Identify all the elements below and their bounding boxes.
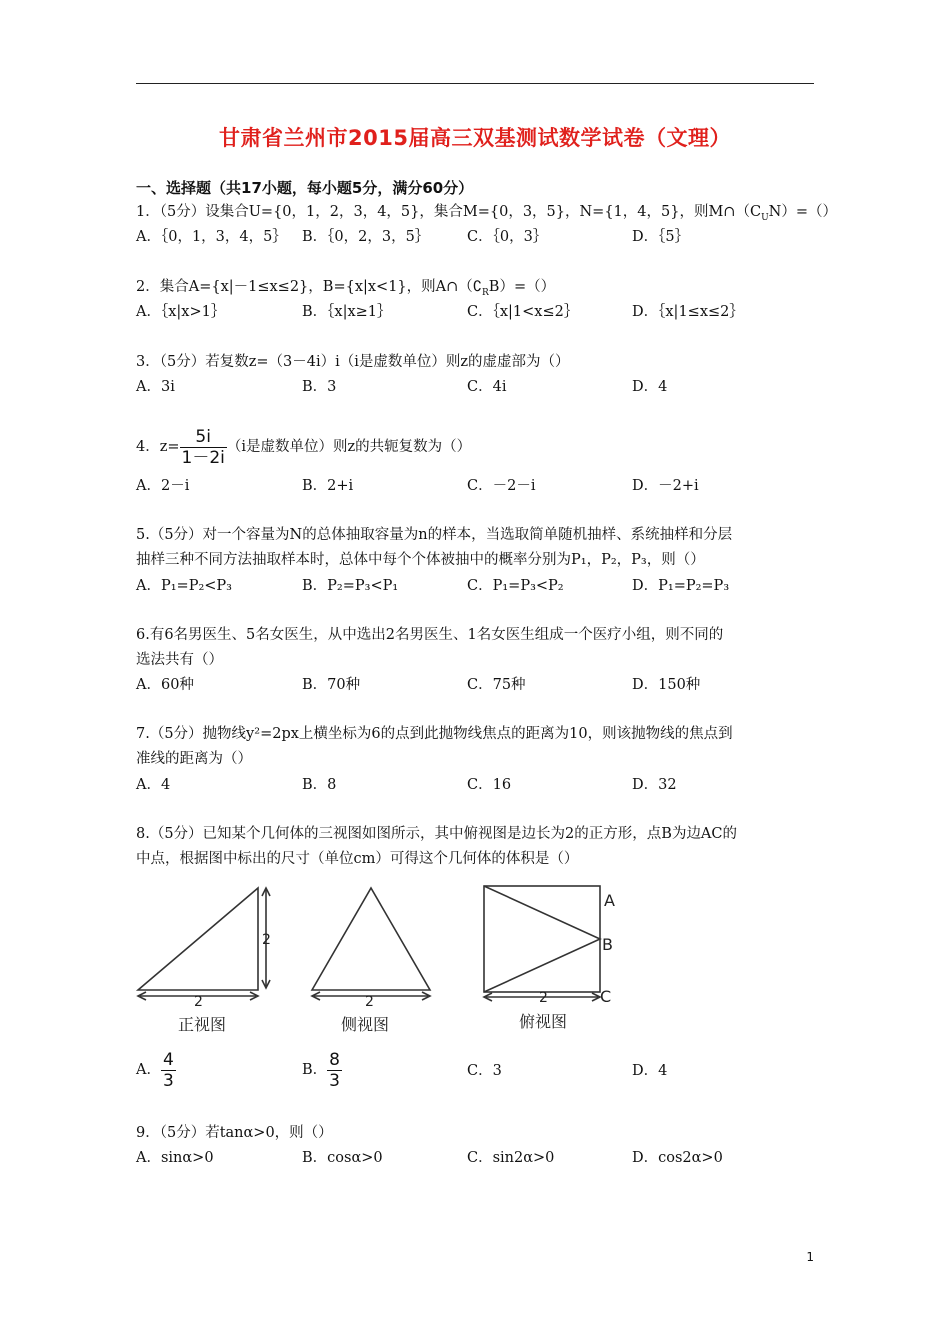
side-view — [312, 888, 430, 1000]
q9-option-c: C．sin2α>0 — [467, 1150, 555, 1166]
q1-option-a: A．｛0，1，3，4，5｝ — [136, 229, 287, 245]
three-view-figure — [136, 878, 626, 1043]
q6-option-a: A．60种 — [136, 677, 194, 693]
q2-option-c: C．｛x|1<x≤2｝ — [467, 304, 579, 320]
top-label-a: A — [604, 891, 615, 910]
front-height-label: 2 — [262, 932, 271, 948]
q6-option-d: D．150种 — [632, 677, 701, 693]
top-label-c: C — [600, 987, 612, 1006]
section-heading: 一、选择题（共17小题，每小题5分，满分60分） — [136, 179, 474, 197]
q1-option-b: B．｛0，2，3，5｝ — [302, 229, 430, 245]
q8-option-b: B． $\frac{8}{3}$ — [302, 1049, 340, 1091]
question-5-line-2: 抽样三种不同方法抽取样本时，总体中每个个体被抽中的概率分别为P₁，P₂，P₃，则（） — [136, 552, 705, 568]
q5-option-c: C．P₁=P₃<P₂ — [467, 578, 564, 594]
top-view-caption: 俯视图 — [519, 1012, 568, 1031]
q5-option-b: B．P₂=P₃<P₁ — [302, 578, 399, 594]
question-6-line-1: 6.有6名男医生、5名女医生，从中选出2名男医生、1名女医生组成一个医疗小组，则不同的 — [136, 627, 724, 643]
top-view — [484, 886, 600, 1001]
front-view-caption: 正视图 — [178, 1015, 227, 1034]
q3-option-a: A．3i — [136, 379, 175, 395]
question-5-line-1: 5.（5分）对一个容量为N的总体抽取容量为n的样本，当选取简单随机抽样、系统抽样和分层 — [136, 527, 733, 543]
q2-option-b: B．｛x|x≥1｝ — [302, 304, 392, 320]
q3-option-b: B．3 — [302, 379, 337, 395]
q7-option-a: A．4 — [136, 777, 171, 793]
side-view-caption: 侧视图 — [341, 1015, 390, 1034]
q3-option-d: D．4 — [632, 379, 668, 395]
q6-option-b: B．70种 — [302, 677, 361, 693]
q8-option-a: A． $\frac{4}{3}$ — [136, 1049, 174, 1091]
top-rule — [136, 83, 814, 84]
page-title: 甘肃省兰州市2015届高三双基测试数学试卷（文理） — [219, 126, 731, 150]
question-7-line-1: 7.（5分）抛物线y²=2px上横坐标为6的点到此抛物线焦点的距离为10，则该抛物线的焦点到 — [136, 726, 733, 742]
question-2: 2．集合A={x|－1≤x≤2}，B={x|x<1}，则$A\cap(∁_RB)=()$ — [136, 279, 556, 298]
q6-option-c: C．75种 — [467, 677, 526, 693]
q9-option-d: D．cos2α>0 — [632, 1150, 723, 1166]
q4-option-c: C．－2－i — [467, 478, 536, 494]
q4-option-d: D．－2+i — [632, 478, 699, 494]
question-8-line-2: 中点，根据图中标出的尺寸（单位cm）可得这个几何体的体积是（） — [136, 851, 579, 867]
q1-option-d: D．｛5｝ — [632, 229, 690, 245]
q8-option-c: C．3 — [467, 1063, 502, 1079]
front-width-label: 2 — [194, 994, 203, 1010]
question-6-line-2: 选法共有（） — [136, 652, 223, 668]
question-4: 4．z= $\frac{5i}{1-2i}$ （i是虚数单位）则z的共轭复数为（） — [136, 426, 472, 468]
q5-option-a: A．P₁=P₂<P₃ — [136, 578, 232, 594]
q4-option-b: B．2+i — [302, 478, 354, 494]
q7-option-d: D．32 — [632, 777, 677, 793]
q5-option-d: D．P₁=P₂=P₃ — [632, 578, 730, 594]
top-label-b: B — [602, 935, 613, 954]
question-3: 3．（5分）若复数z=（3－4i）i（i是虚数单位）则z的虚虚部为（） — [136, 354, 570, 370]
front-view — [138, 888, 270, 1000]
q7-option-b: B．8 — [302, 777, 337, 793]
top-width-label: 2 — [539, 990, 548, 1006]
q8-option-d: D．4 — [632, 1063, 668, 1079]
q1-option-c: C．｛0，3｝ — [467, 229, 548, 245]
q7-option-c: C．16 — [467, 777, 512, 793]
q2-option-a: A．｛x|x>1｝ — [136, 304, 226, 320]
question-9: 9．（5分）若tanα>0，则（） — [136, 1125, 333, 1141]
q4-fraction: $\frac{5i}{1-2i}$ — [181, 426, 225, 468]
question-1: 1．（5分）设集合U={0，1，2，3，4，5}，集合M={0，3，5}，N={1，4，5}，则$M\cap(C_UN)=()$ — [136, 204, 837, 223]
q9-option-a: A．sinα>0 — [136, 1150, 214, 1166]
q2-option-d: D．｛x|1≤x≤2｝ — [632, 304, 744, 320]
question-7-line-2: 准线的距离为（） — [136, 751, 252, 767]
q9-option-b: B．cosα>0 — [302, 1150, 383, 1166]
q4-option-a: A．2－i — [136, 478, 190, 494]
side-width-label: 2 — [365, 994, 374, 1010]
page-number: 1 — [806, 1250, 814, 1264]
question-8-line-1: 8.（5分）已知某个几何体的三视图如图所示，其中俯视图是边长为2的正方形，点B为边AC的 — [136, 826, 738, 842]
q3-option-c: C．4i — [467, 379, 507, 395]
